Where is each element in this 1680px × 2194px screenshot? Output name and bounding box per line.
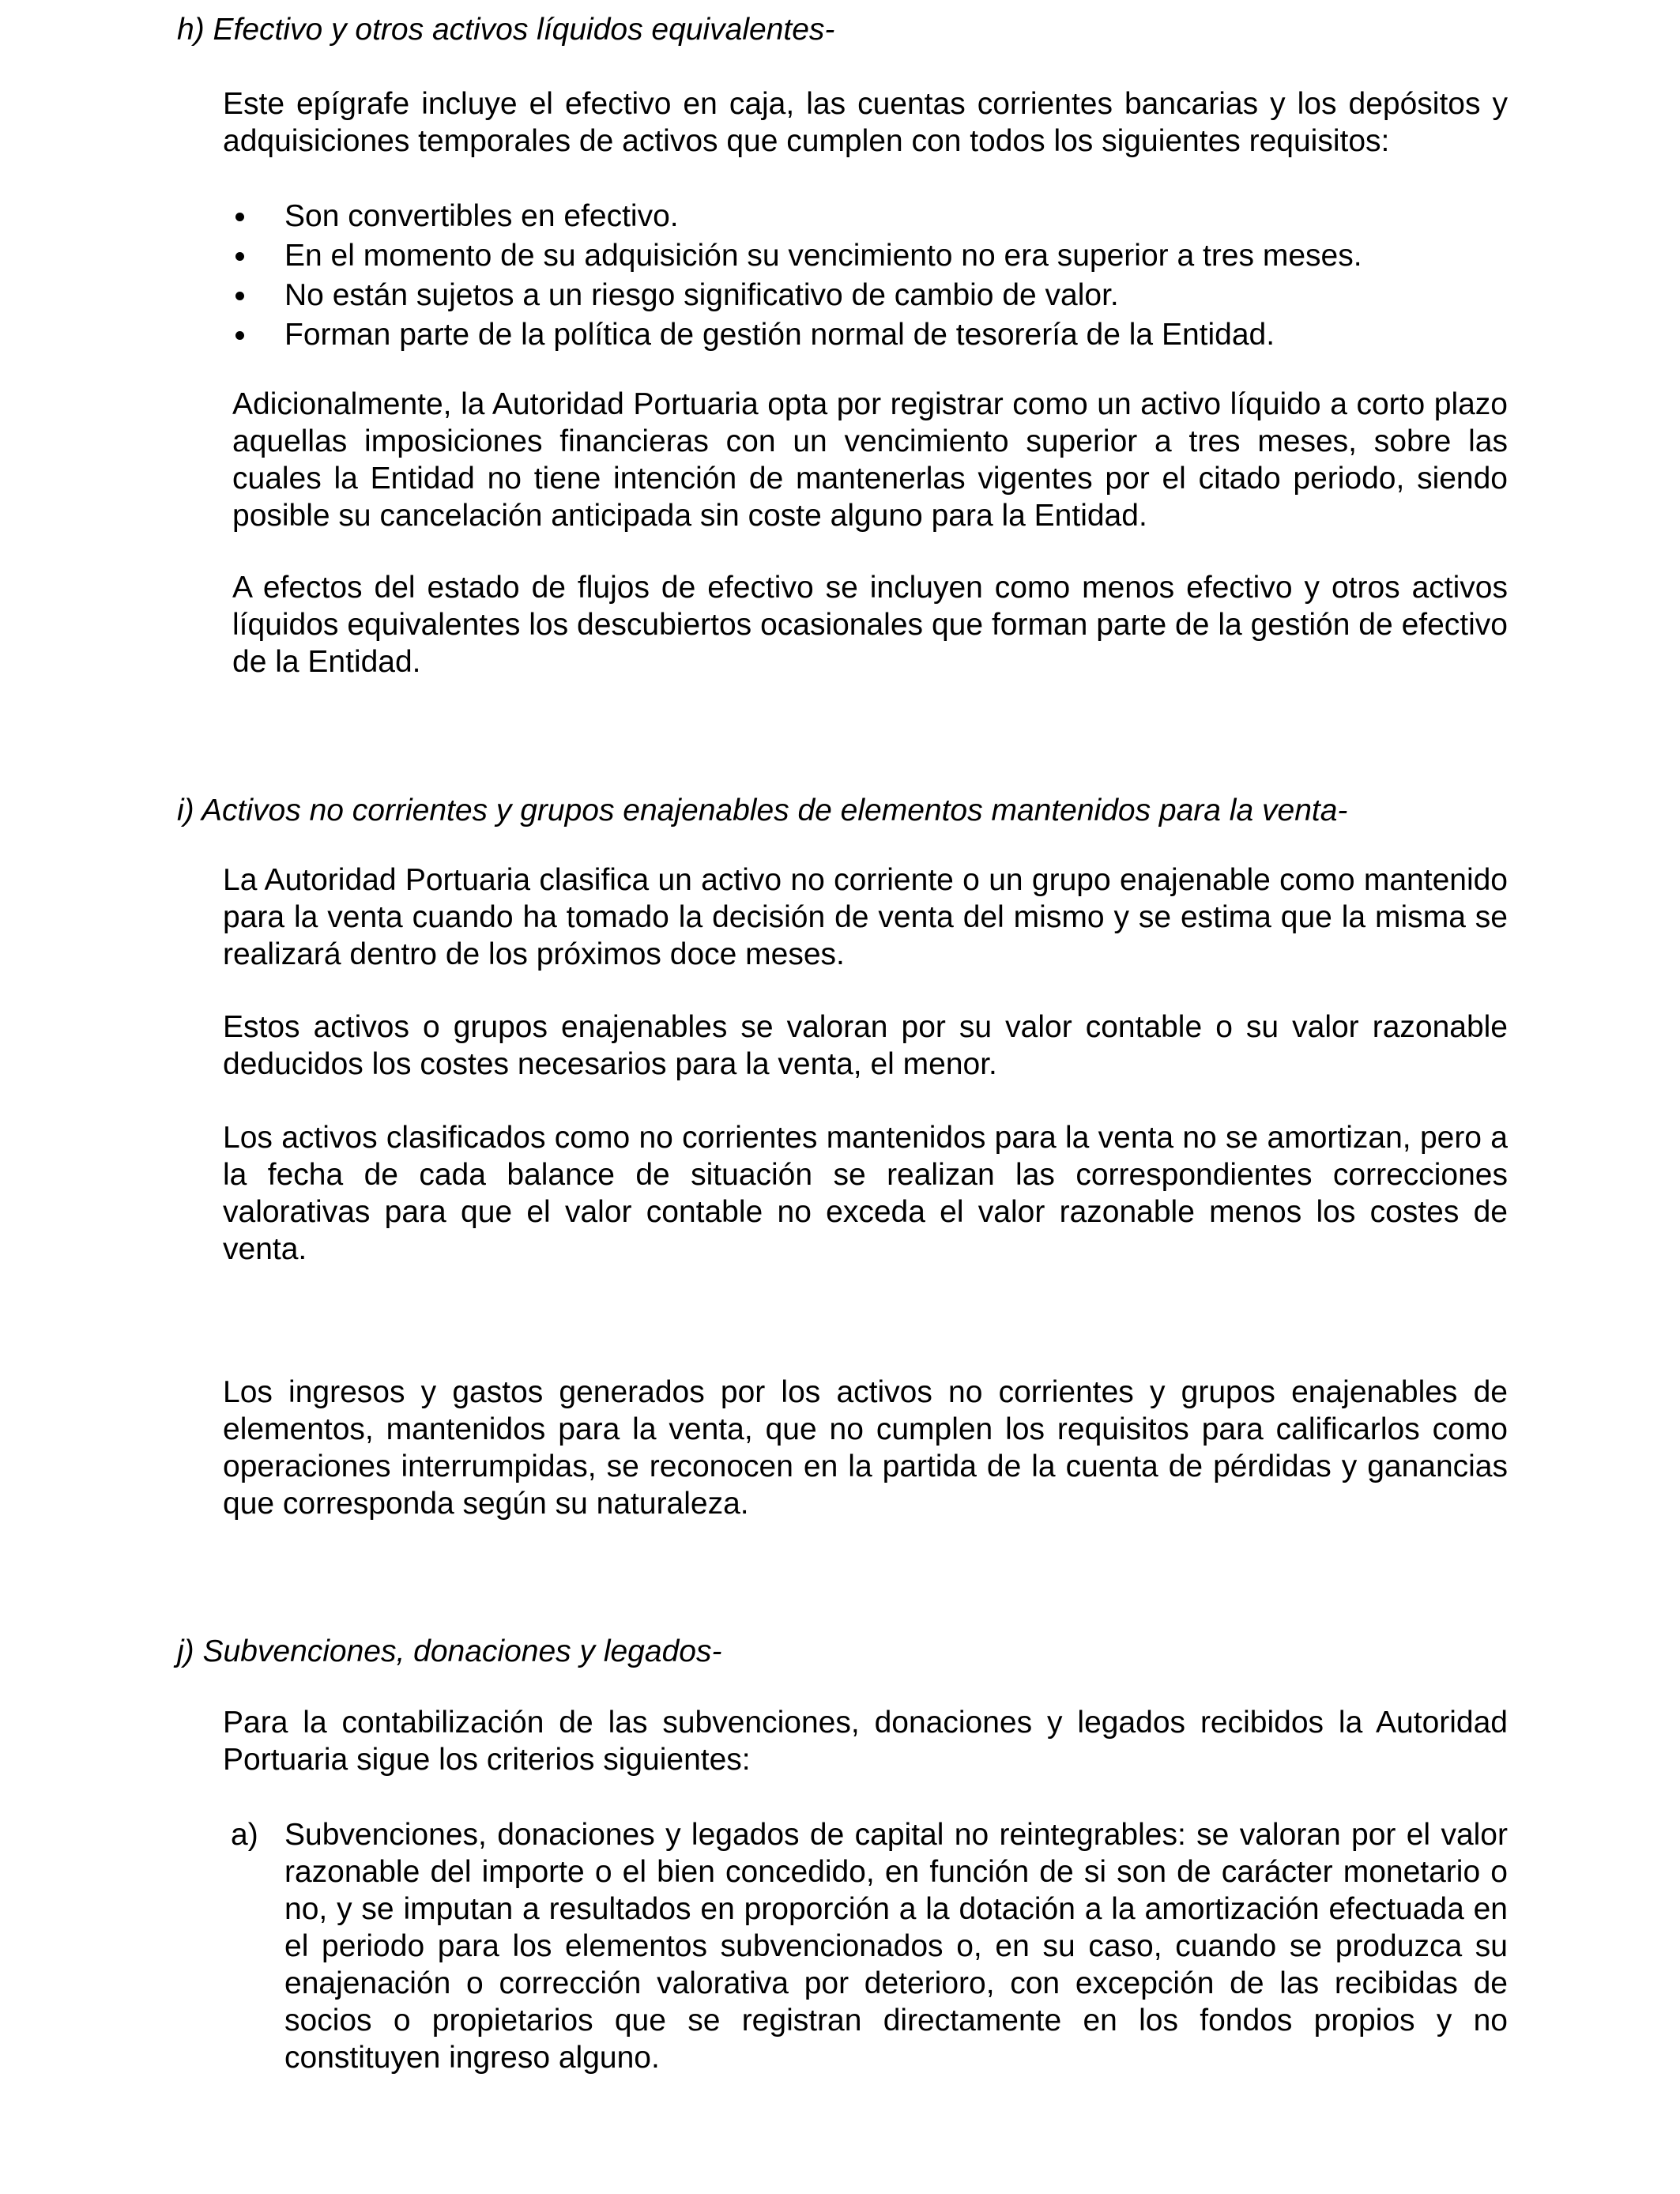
list-item-text: No están sujetos a un riesgo significativo de cambio de valor. — [284, 278, 1119, 312]
section-j-intro: Para la contabilización de las subvenciones, donaciones y legados recibidos la Autoridad Portuaria sigue los criterios siguientes: — [223, 1706, 1508, 1777]
criterion-marker: a) — [231, 1818, 258, 1852]
section-h-paragraph-2: A efectos del estado de flujos de efectivo se incluyen como menos efectivo y otros activos líquidos equivalentes los descubiertos ocasionales que forman parte de la gestión de efectivo de la Entidad. — [232, 571, 1508, 679]
section-h-title: h) Efectivo y otros activos líquidos equivalentes- — [177, 13, 835, 47]
section-h-paragraph-1: Adicionalmente, la Autoridad Portuaria opta por registrar como un activo líquido a corto plazo aquellas imposiciones financieras con un vencimiento superior a tres meses, sobre las cuales la Entidad no tiene intención de mantenerlas vigentes por el citado periodo, siendo posible su cancelación anticipada sin coste alguno para la Entidad. — [232, 387, 1508, 533]
list-item-text: Son convertibles en efectivo. — [284, 199, 679, 233]
section-i-title: i) Activos no corrientes y grupos enajenables de elementos mantenidos para la venta- — [177, 794, 1348, 827]
list-item-text: Forman parte de la política de gestión normal de tesorería de la Entidad. — [284, 318, 1275, 352]
section-h-intro: Este epígrafe incluye el efectivo en caja, las cuentas corrientes bancarias y los depósitos y adquisiciones temporales de activos que cumplen con todos los siguientes requisitos: — [223, 87, 1508, 158]
section-i-paragraph-1: La Autoridad Portuaria clasifica un activo no corriente o un grupo enajenable como mantenido para la venta cuando ha tomado la decisión de venta del mismo y se estima que la misma se realizará dentro de los próximos doce meses. — [223, 863, 1508, 971]
list-item-text: En el momento de su adquisición su vencimiento no era superior a tres meses. — [284, 239, 1362, 273]
section-i-paragraph-3: Los activos clasificados como no corrientes mantenidos para la venta no se amortizan, pero a la fecha de cada balance de situación se realizan las correspondientes correcciones valorativas para que el valor contable no exceda el valor razonable menos los costes de venta. — [223, 1121, 1508, 1266]
section-j-title: j) Subvenciones, donaciones y legados- — [177, 1634, 722, 1668]
bullet-icon — [235, 213, 244, 221]
criterion-text: Subvenciones, donaciones y legados de capital no reintegrables: se valoran por el valor razonable del importe o el bien concedido, en función de si son de carácter monetario o no, y se imputan a resultados en proporción a la dotación a la amortización efectuada en el periodo para los elementos subvencionados o, en su caso, cuando se produzca su enajenación o corrección valorativa por deterioro, con excepción de las recibidas de socios o propietarios que se registran directamente en los fondos propios y no constituyen ingreso alguno. — [284, 1818, 1508, 2075]
section-i-paragraph-2: Estos activos o grupos enajenables se valoran por su valor contable o su valor razonable deducidos los costes necesarios para la venta, el menor. — [223, 1010, 1508, 1081]
bullet-icon — [235, 292, 244, 300]
bullet-icon — [235, 331, 244, 340]
bullet-icon — [235, 252, 244, 261]
section-i-paragraph-4: Los ingresos y gastos generados por los activos no corrientes y grupos enajenables de elementos, mantenidos para la venta, que no cumplen los requisitos para calificarlos como operaciones interrumpidas, se reconocen en la partida de la cuenta de pérdidas y ganancias que corresponda según su naturaleza. — [223, 1375, 1508, 1521]
